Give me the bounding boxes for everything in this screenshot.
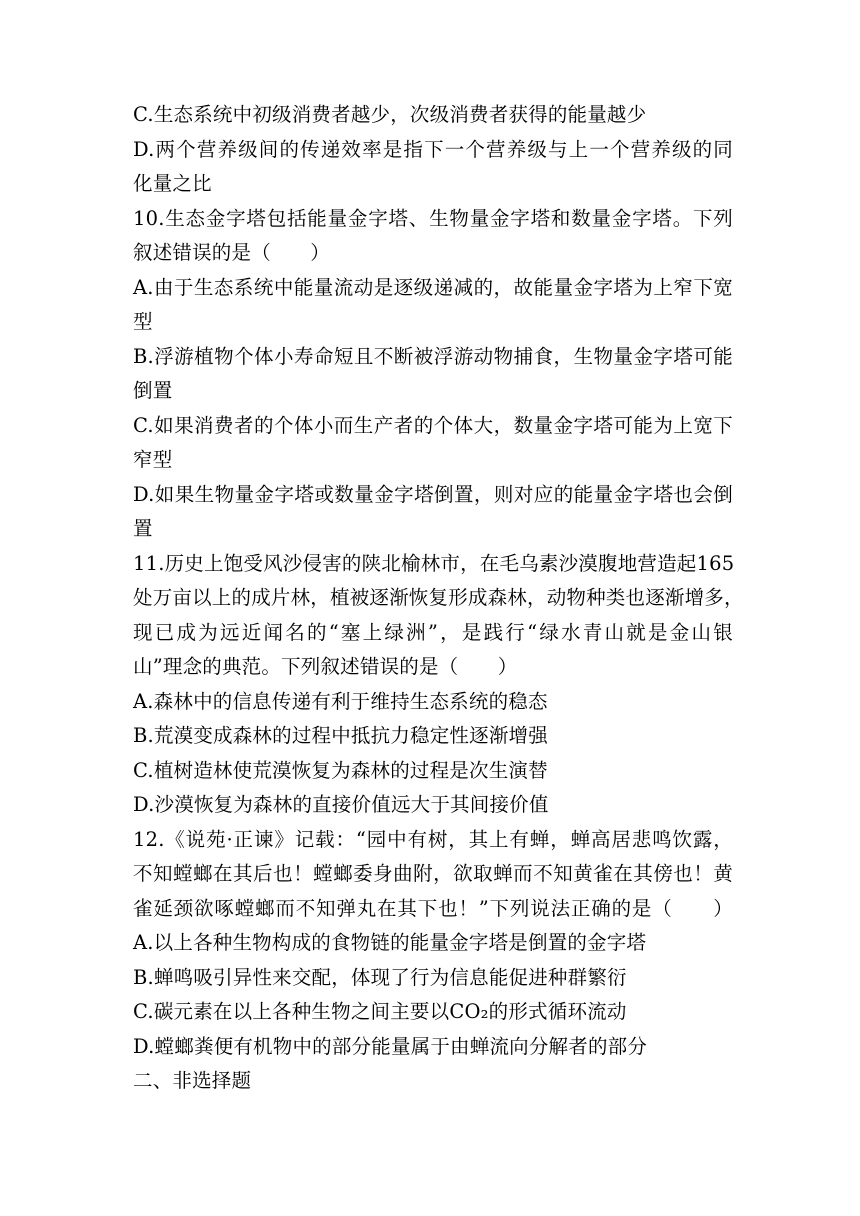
text-line bbox=[133, 616, 733, 651]
line-text: A.以上各种生物构成的食物链的能量金字塔是倒置的金字塔 bbox=[133, 931, 647, 954]
text-line bbox=[133, 512, 733, 547]
option-d bbox=[133, 788, 733, 823]
line-text: D.沙漠恢复为森林的直接价值远大于其间接价值 bbox=[133, 793, 549, 816]
option-c bbox=[133, 754, 733, 789]
line-text: 置 bbox=[133, 517, 153, 540]
line-text: C.植树造林使荒漠恢复为森林的过程是次生演替 bbox=[133, 758, 548, 782]
line-text: 处万亩以上的成片林，植被逐渐恢复形成森林，动物种类也逐渐增多， bbox=[133, 586, 744, 609]
text-line bbox=[133, 374, 733, 409]
option-d bbox=[133, 1030, 733, 1065]
text-line bbox=[133, 133, 733, 168]
section-heading bbox=[133, 1064, 733, 1099]
line-text: 窄型 bbox=[133, 448, 173, 471]
line-text: D.两个营养级间的传递效率是指下一个营养级与上一个营养级的同 bbox=[133, 137, 733, 161]
line-text: D.如果生物量金字塔或数量金字塔倒置，则对应的能量金字塔也会倒 bbox=[133, 482, 733, 506]
line-text: 雀延颈欲啄螳螂而不知弹丸在其下也！”下列说法正确的是（ ） bbox=[133, 896, 733, 920]
text-line bbox=[133, 581, 744, 616]
line-text: 型 bbox=[133, 310, 153, 333]
option-a bbox=[133, 271, 733, 306]
option-c bbox=[133, 995, 733, 1030]
text-line bbox=[133, 892, 733, 927]
text-line bbox=[133, 236, 733, 271]
document-body bbox=[133, 98, 744, 1099]
text-line bbox=[133, 98, 733, 133]
line-text: 11.历史上饱受风沙侵害的陕北榆林市，在毛乌素沙漠腹地营造起165 bbox=[133, 551, 735, 575]
line-text: D.螳螂粪便有机物中的部分能量属于由蝉流向分解者的部分 bbox=[133, 1034, 648, 1058]
option-a bbox=[133, 926, 733, 961]
line-text: 山”理念的典范。下列叙述错误的是（ ） bbox=[133, 655, 518, 678]
text-line bbox=[133, 857, 733, 892]
text-line bbox=[133, 305, 733, 340]
line-text: 二、非选择题 bbox=[133, 1069, 252, 1092]
option-c bbox=[133, 409, 733, 444]
line-text: C.如果消费者的个体小而生产者的个体大，数量金字塔可能为上宽下 bbox=[133, 413, 733, 437]
question-12-stem bbox=[133, 823, 733, 858]
option-b bbox=[133, 961, 733, 996]
line-text: A.由于生态系统中能量流动是逐级递减的，故能量金字塔为上窄下宽 bbox=[133, 275, 733, 299]
line-text: 10.生态金字塔包括能量金字塔、生物量金字塔和数量金字塔。下列 bbox=[133, 206, 733, 230]
option-d bbox=[133, 478, 733, 513]
text-line bbox=[133, 650, 733, 685]
line-text: C.碳元素在以上各种生物之间主要以CO₂的形式循环流动 bbox=[133, 1000, 627, 1023]
option-b bbox=[133, 340, 733, 375]
line-text: A.森林中的信息传递有利于维持生态系统的稳态 bbox=[133, 689, 548, 713]
line-text: B.蝉鸣吸引异性来交配，体现了行为信息能促进种群繁衍 bbox=[133, 965, 627, 989]
option-b bbox=[133, 719, 733, 754]
line-text: 化量之比 bbox=[133, 172, 212, 195]
line-text: 现已成为远近闻名的“塞上绿洲”，是践行“绿水青山就是金山银 bbox=[133, 620, 733, 644]
line-text: 叙述错误的是（ ） bbox=[133, 241, 331, 264]
line-text: B.荒漠变成森林的过程中抵抗力稳定性逐渐增强 bbox=[133, 724, 548, 747]
line-text: B.浮游植物个体小寿命短且不断被浮游动物捕食，生物量金字塔可能 bbox=[133, 344, 733, 368]
question-11-stem bbox=[133, 547, 733, 582]
line-text: 倒置 bbox=[133, 379, 173, 402]
option-a bbox=[133, 685, 733, 720]
line-text: 不知螳螂在其后也！螳螂委身曲附，欲取蝉而不知黄雀在其傍也！黄 bbox=[133, 862, 733, 885]
text-line bbox=[133, 443, 733, 478]
question-10-stem bbox=[133, 202, 733, 237]
line-text: C.生态系统中初级消费者越少，次级消费者获得的能量越少 bbox=[133, 103, 647, 126]
text-line bbox=[133, 167, 733, 202]
line-text: 12.《说苑·正谏》记载：“园中有树，其上有蝉，蝉高居悲鸣饮露， bbox=[133, 827, 733, 851]
